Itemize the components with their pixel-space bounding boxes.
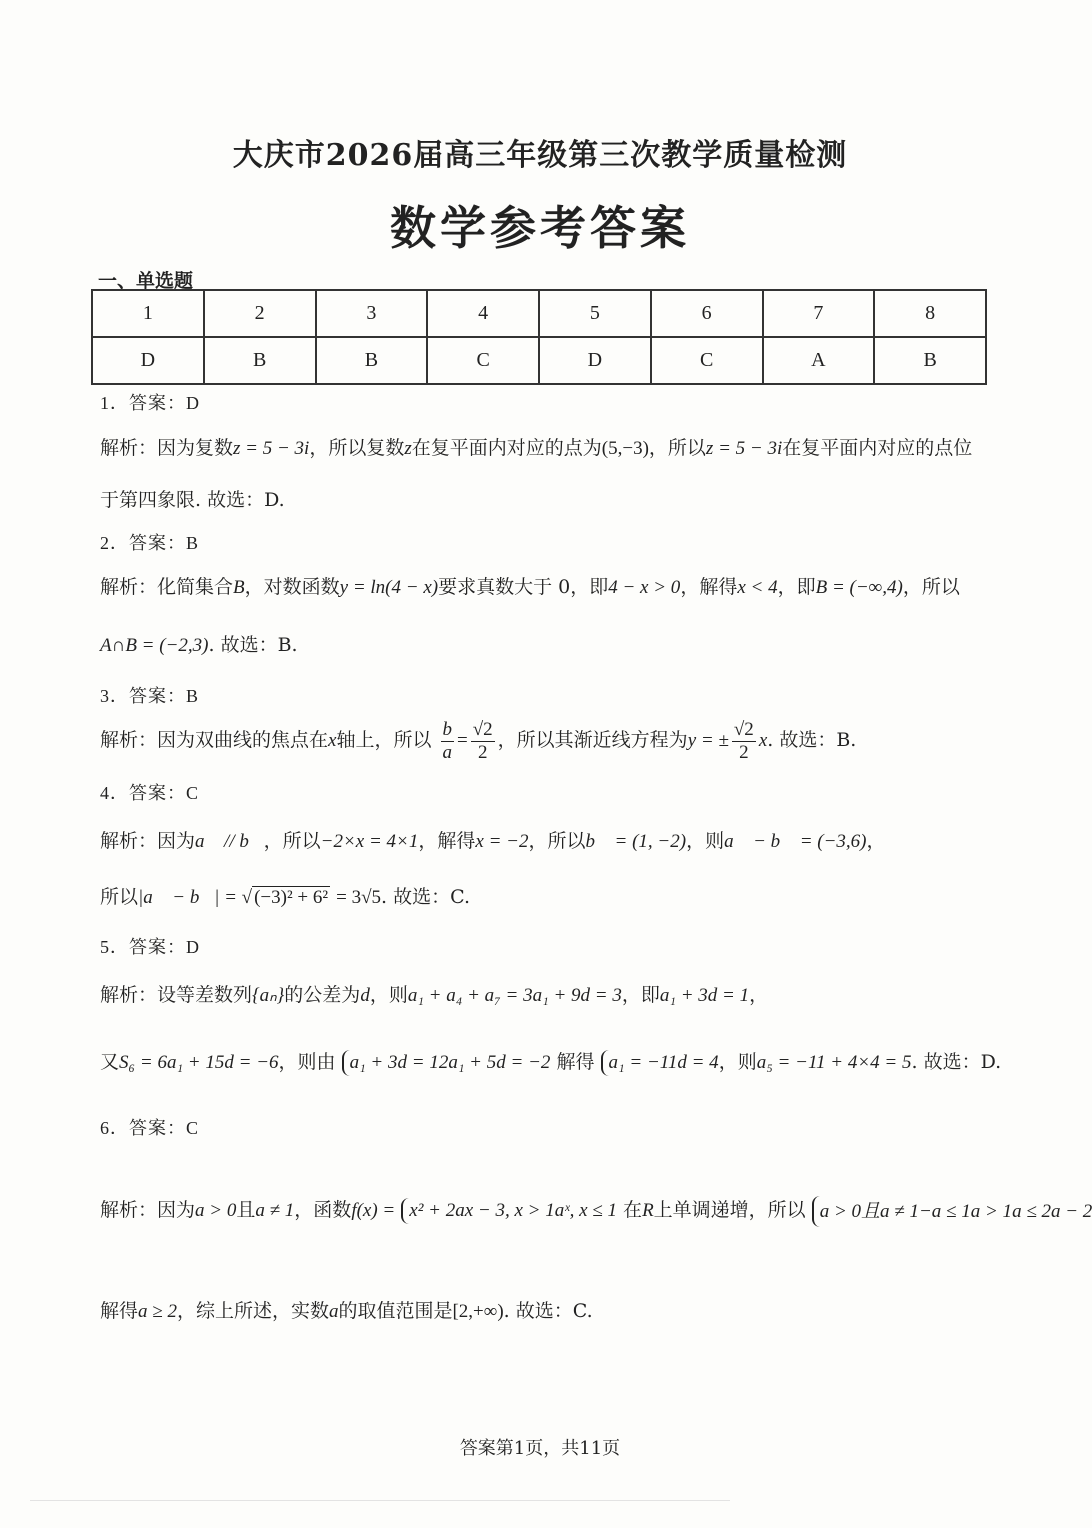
q3-fraction-root2-over-2 (471, 719, 495, 764)
table-cell-number: 4 (427, 290, 539, 337)
q5-solution-system (601, 1050, 719, 1076)
q5-text: ，即 (621, 984, 660, 1006)
q5-system-eq: d = 4 (677, 1052, 719, 1073)
scan-divider (30, 1500, 730, 1501)
table-cell-answer: C (427, 337, 539, 384)
q3-expr: x (328, 730, 337, 751)
fraction-numerator: √2 (472, 718, 493, 740)
q1-text: 在复平面内对应的点位 (782, 437, 973, 459)
q4-text: 所以 (100, 886, 139, 908)
q2-text: ，对数函数 (244, 576, 340, 598)
q1-expr: z (404, 438, 412, 459)
table-cell-answer: B (874, 337, 986, 384)
table-cell-answer: C (651, 337, 763, 384)
q3-fraction-asymptote (732, 719, 756, 764)
q3-text: 解析：因为双曲线的焦点在 (100, 729, 329, 751)
q4-text: ， (866, 830, 886, 852)
q4-text: ，所以 (263, 830, 321, 852)
q3-answer: 3．答案：B (100, 686, 200, 706)
q2-expr: B = (−∞,4) (815, 577, 903, 598)
q4-text: 解析：因为 (100, 830, 196, 852)
q3-fraction-b-over-a (441, 719, 455, 764)
q2-expr: 4 − x > 0 (608, 577, 681, 598)
q3-equals: = (457, 730, 468, 751)
q5-text: . 故选：D. (911, 1051, 1002, 1073)
q1-answer: 1．答案：D (100, 393, 200, 413)
q5-equation-system (342, 1050, 551, 1076)
q5-text: ， (749, 984, 769, 1006)
q6-text: 解得 (100, 1300, 139, 1322)
q3-solution-line1 (100, 716, 856, 765)
table-cell-answer: D (539, 337, 651, 384)
q2-expr: B (233, 577, 245, 598)
q4-expr: = 3√5 (336, 887, 382, 908)
table-cell-answer: A (763, 337, 875, 384)
q5-expr: {aₙ} (252, 985, 285, 1006)
q4-text: ，解得 (418, 830, 476, 852)
q6-expr: [2,+∞) (452, 1301, 504, 1322)
q5-system-eq: 2a₁ + 5d = −2 (438, 1052, 551, 1073)
table-cell-answer: D (92, 337, 204, 384)
q2-text: 要求真数大于 0，即 (438, 576, 609, 598)
q6-condition: a ≤ 2a − 2 (1012, 1200, 1092, 1222)
q4-expr: b⃗ = (1, −2) (585, 831, 687, 852)
q5-expr: a₁ + 3d = 1 (659, 985, 750, 1006)
table-cell-number: 8 (874, 290, 986, 337)
section-heading-single-choice: 一、单选题 (98, 270, 194, 292)
q5-text: 解得 (556, 1051, 595, 1073)
q2-text: 解析：化简集合 (100, 576, 234, 598)
q1-text: 在复平面内对应的点为 (411, 437, 602, 459)
q4-expr: |a⃗ − b⃗| = √ (138, 887, 253, 908)
table-cell-answer: B (316, 337, 428, 384)
q6-answer: 6．答案：C (100, 1118, 200, 1138)
q5-text: 又 (100, 1051, 120, 1073)
q3-expr: y = ± (687, 730, 729, 751)
q4-expr: x = −2 (475, 831, 529, 852)
q6-expr: a ≠ 1 (255, 1200, 295, 1221)
q6-condition: a > 0且a ≠ 1 (819, 1200, 919, 1222)
fraction-denominator: 2 (477, 741, 488, 763)
q6-text: ，函数 (294, 1199, 352, 1221)
q5-text: 的公差为 (284, 984, 361, 1006)
q1-expr: z = 5 − 3i (705, 438, 783, 459)
fraction-numerator: b (442, 718, 453, 740)
q6-solution-line2 (100, 1296, 593, 1327)
q6-text: . 故选：C. (503, 1300, 593, 1322)
q2-expr: x < 4 (737, 577, 778, 598)
q6-condition: −a ≤ 1 (918, 1200, 971, 1222)
q6-expr: a (328, 1301, 339, 1322)
q6-expr: R (642, 1200, 654, 1221)
q2-solution-line1 (100, 572, 960, 603)
fraction-numerator: √2 (733, 718, 754, 740)
q6-expr: f(x) = (351, 1200, 396, 1221)
q3-text: ，所以其渐近线方程为 (497, 729, 688, 751)
q6-expr: a ≥ 2 (138, 1301, 177, 1322)
table-cell-number: 1 (92, 290, 204, 337)
exam-title: 大庆市2026届高三年级第三次教学质量检测 (232, 138, 848, 173)
table-cell-number: 6 (651, 290, 763, 337)
q6-piece: aˣ, x ≤ 1 (554, 1200, 617, 1221)
q6-text: 解析：因为 (100, 1199, 196, 1221)
q1-expr: (5,−3) (601, 438, 649, 459)
q3-expr: x (758, 730, 768, 751)
q1-text: ，所以 (648, 437, 706, 459)
page-footer: 答案第1页，共11页 (459, 1438, 621, 1459)
q5-text: ，则 (718, 1051, 757, 1073)
q4-expr: a⃗ // b⃗ (195, 831, 264, 852)
table-cell-number: 7 (763, 290, 875, 337)
q5-text: ，则 (369, 984, 408, 1006)
q4-text: ，所以 (528, 830, 586, 852)
q2-text: . 故选：B. (208, 634, 298, 656)
q2-text: ，所以 (902, 576, 960, 598)
q1-expr: z = 5 − 3i (233, 438, 310, 459)
q6-condition-system (812, 1196, 1092, 1227)
q2-expr: A∩B = (−2,3) (100, 635, 209, 656)
answer-table-number-row (92, 290, 986, 337)
q3-text: . 故选：B. (767, 729, 857, 751)
q6-piece: x² + 2ax − 3, x > 1 (409, 1200, 555, 1221)
q2-solution-line2 (100, 630, 298, 661)
q1-text: ，所以复数 (309, 437, 405, 459)
q6-text: 的取值范围是 (338, 1300, 453, 1322)
q5-text: 解析：设等差数列 (100, 984, 253, 1006)
table-cell-number: 3 (316, 290, 428, 337)
q5-solution-line2 (100, 1034, 1001, 1091)
q6-piecewise-function (401, 1198, 617, 1224)
q4-text: . 故选：C. (381, 886, 471, 908)
answer-table (91, 289, 987, 385)
table-cell-answer: B (204, 337, 316, 384)
fraction-denominator: 2 (739, 741, 749, 763)
q4-text: ，则 (686, 830, 725, 852)
table-cell-number: 2 (204, 290, 316, 337)
q1-solution-line2: 于第四象限. 故选：D. (100, 489, 285, 511)
q1-solution-line1 (100, 433, 972, 464)
q5-expr: S₆ = 6a₁ + 15d = −6 (119, 1052, 279, 1073)
q4-solution-line1 (100, 826, 886, 857)
q6-text: 上单调递增，所以 (653, 1199, 806, 1221)
q5-solution-line1 (100, 980, 768, 1011)
answer-table-answer-row (92, 337, 986, 384)
q5-expr: a₅ = −11 + 4×4 = 5 (756, 1052, 912, 1073)
document-title: 数学参考答案 (390, 201, 690, 255)
q5-answer: 5．答案：D (100, 937, 200, 957)
q2-expr: y = ln(4 − x) (339, 577, 439, 598)
fraction-denominator: a (442, 741, 453, 763)
q6-condition: a > 1 (970, 1200, 1013, 1222)
table-cell-number: 5 (539, 290, 651, 337)
q4-radicand: (−3)² + 6² (254, 887, 329, 908)
q5-text: ，则由 (278, 1051, 336, 1073)
q5-expr: d (360, 985, 370, 1006)
q2-text: ，即 (777, 576, 816, 598)
q6-text: ，综上所述，实数 (176, 1300, 329, 1322)
q6-expr: a > 0 (195, 1200, 237, 1221)
q2-answer: 2．答案：B (100, 533, 200, 553)
q5-system-eq: a₁ + 3d = 1 (349, 1052, 439, 1073)
q4-solution-line2 (100, 882, 470, 913)
q4-expr: a⃗ − b⃗ = (−3,6) (724, 831, 867, 852)
q5-expr: a₁ + a₄ + a₇ = 3a₁ + 9d = 3 (407, 985, 622, 1006)
q5-system-eq: a₁ = −11 (608, 1052, 678, 1073)
q6-text: 且 (236, 1199, 256, 1221)
q6-text: 在 (623, 1199, 643, 1221)
q3-text: 轴上，所以 (336, 729, 432, 751)
q6-solution-line1 (100, 1148, 1092, 1273)
q2-text: ，解得 (680, 576, 738, 598)
q4-answer: 4．答案：C (100, 783, 200, 803)
q1-text: 解析：因为复数 (100, 437, 234, 459)
q4-expr: −2×x = 4×1 (320, 831, 419, 852)
